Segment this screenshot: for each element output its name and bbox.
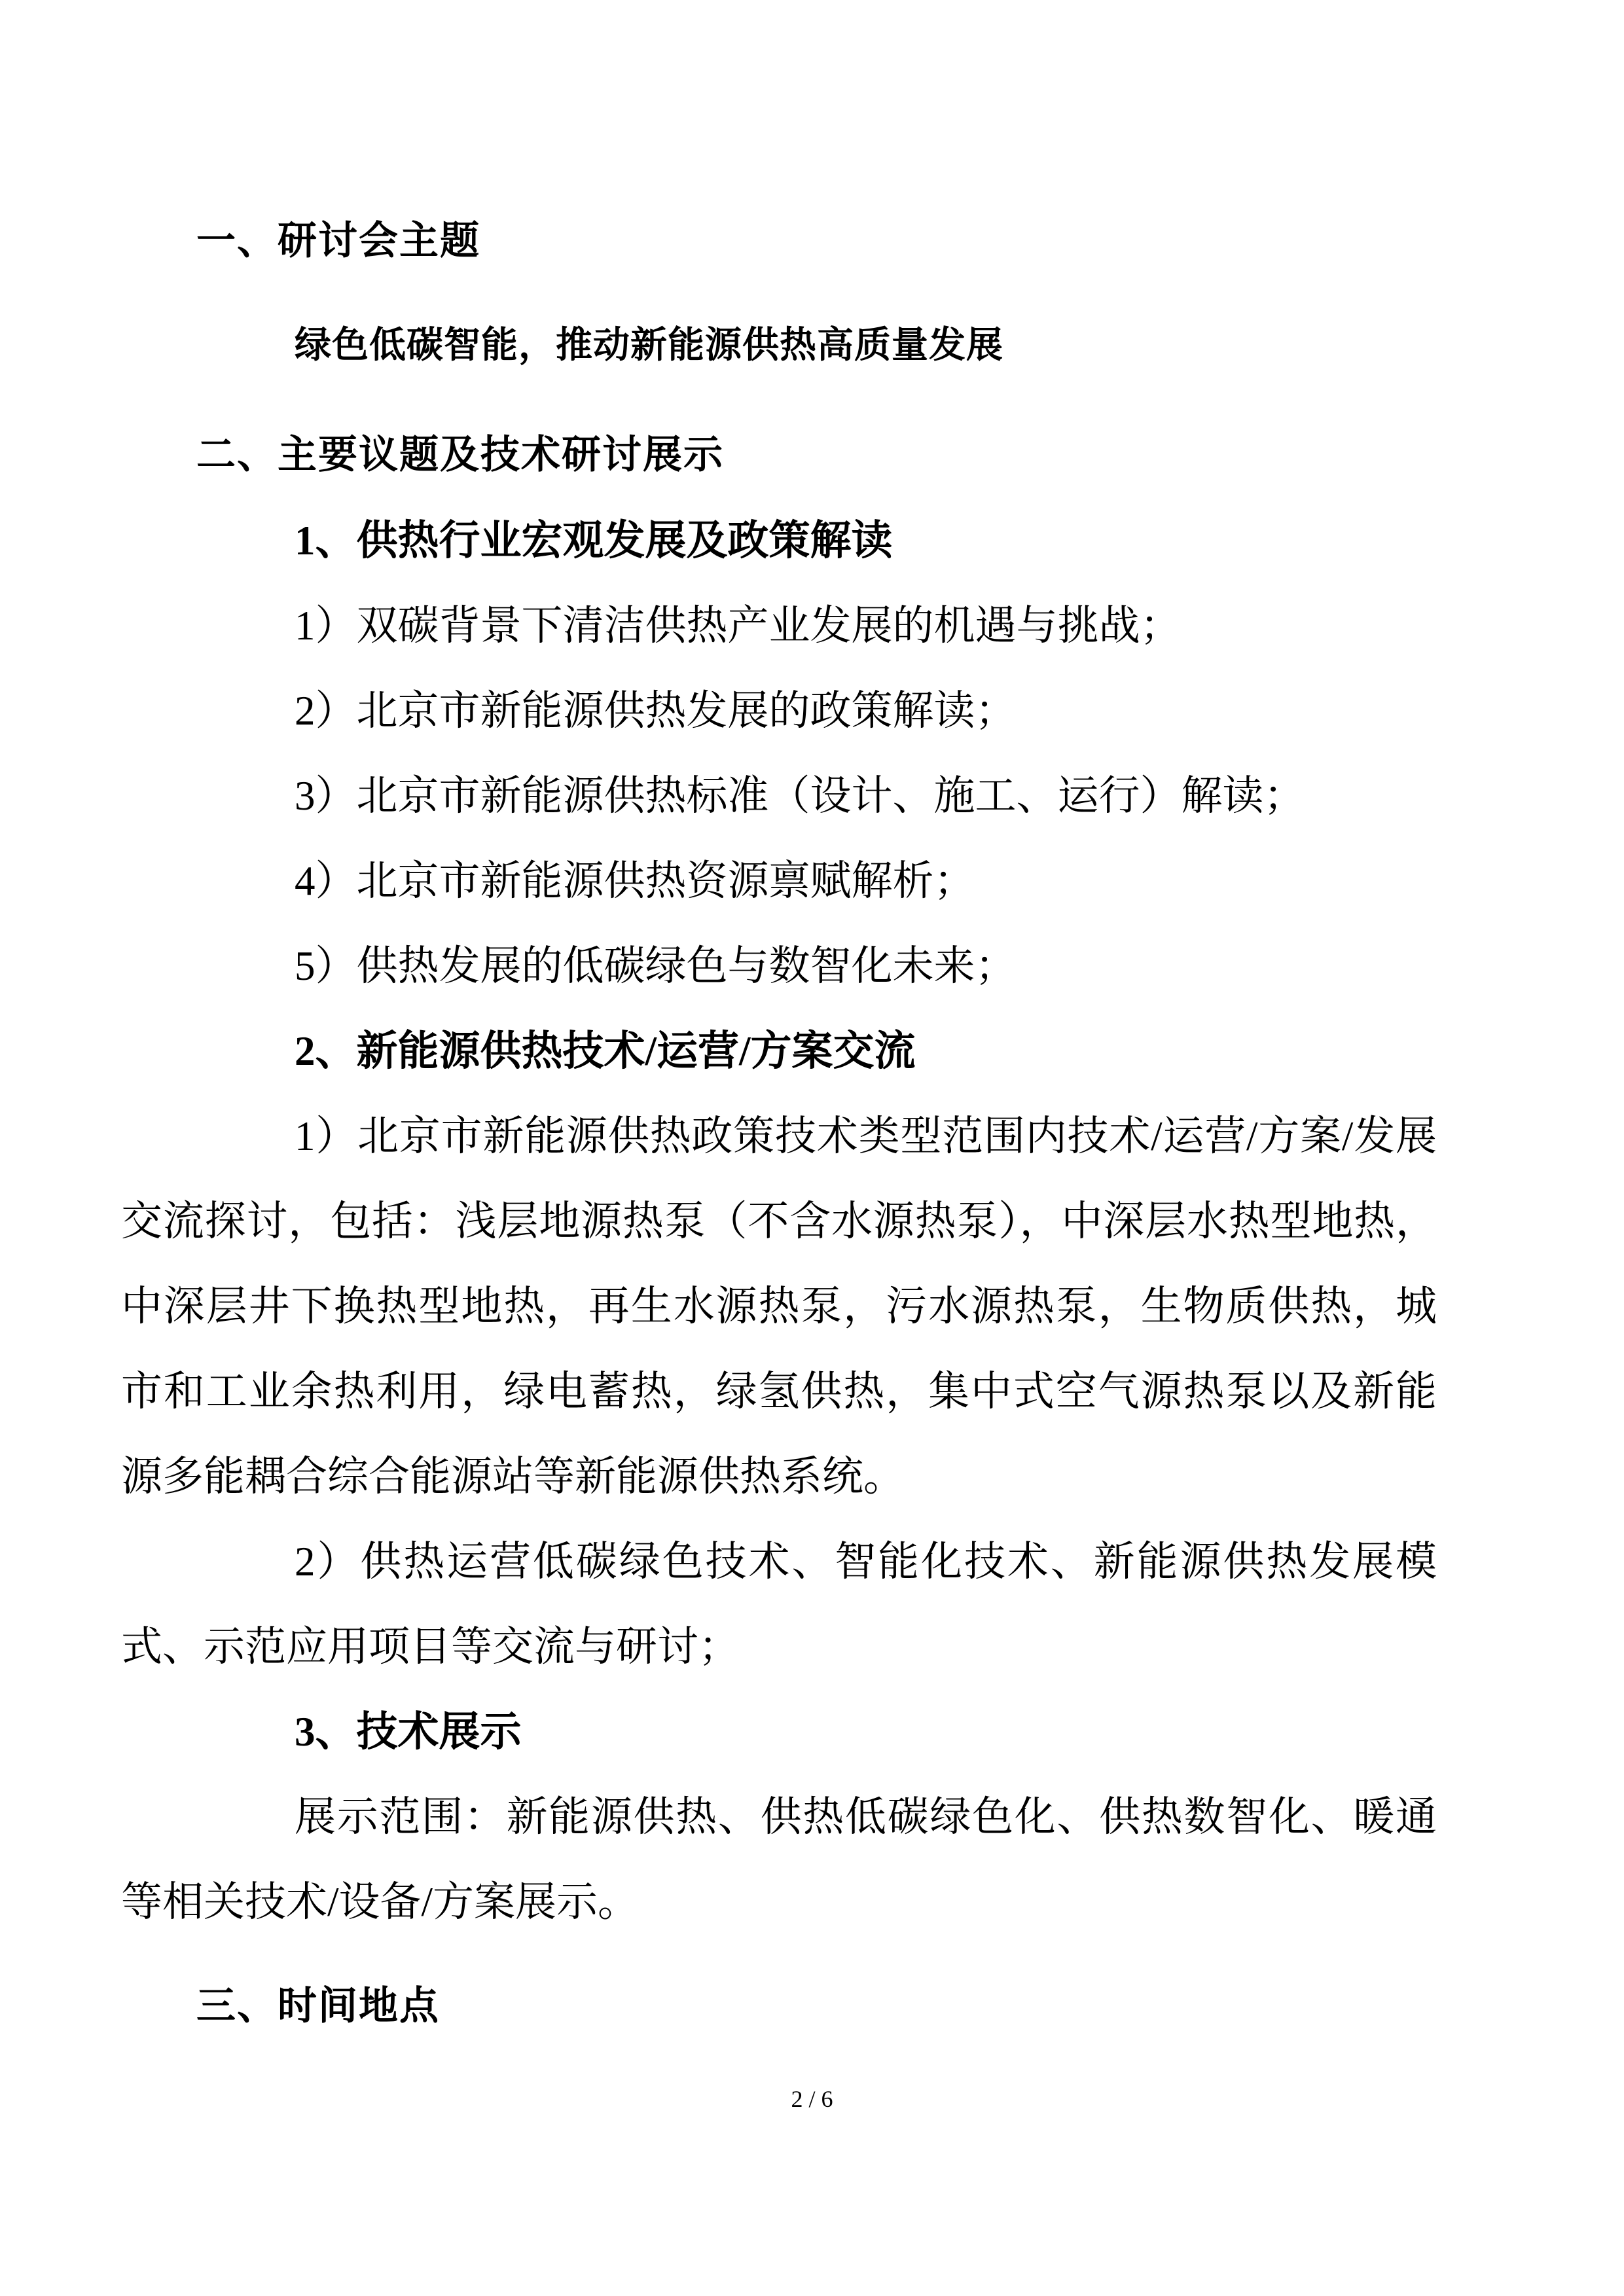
section-heading-main-topics: 二、主要议题及技术研讨展示 [196,433,724,476]
list-item: 5）供热发展的低碳绿色与数智化未来； [295,943,1017,989]
list-item: 3）北京市新能源供热标准（设计、施工、运行）解读； [295,773,1305,819]
topic2-paragraph-1: 1）北京市新能源供热政策技术类型范围内技术/运营/方案/发展交流探讨，包括：浅层地源热泵（不含水源热泵），中深层水热型地热，中深层井下换热型地热，再生水源热泵，污水源热泵，生物质供热，城市和工业余热利用，绿电蓄热，绿氢供热，集中式空气源热泵以及新能源多能耦合综合能源站等新能源供热系统。 [121,1113,1437,1499]
list-item: 1）双碳背景下清洁供热产业发展的机遇与挑战； [295,603,1182,649]
topic2-title: 2、新能源供热技术/运营/方案交流 [295,1028,916,1074]
page-number: 2 / 6 [791,2086,833,2112]
document-content [121,218,1437,2029]
topic3-paragraph: 展示范围：新能源供热、供热低碳绿色化、供热数智化、暖通等相关技术/设备/方案展示。 [121,1794,1437,1925]
section-heading-seminar-theme: 一、研讨会主题 [196,219,480,262]
topic1-title: 1、供热行业宏观发展及政策解读 [295,518,893,564]
seminar-theme-text: 绿色低碳智能，推动新能源供热高质量发展 [295,325,1003,366]
section-heading-time-place: 三、时间地点 [196,1984,440,2028]
list-item: 4）北京市新能源供热资源禀赋解析； [295,858,975,904]
topic3-title: 3、技术展示 [295,1709,522,1755]
list-item: 2）北京市新能源供热发展的政策解读； [295,688,1017,734]
topic2-paragraph-2: 2）供热运营低碳绿色技术、智能化技术、新能源供热发展模式、示范应用项目等交流与研讨； [121,1539,1437,1670]
